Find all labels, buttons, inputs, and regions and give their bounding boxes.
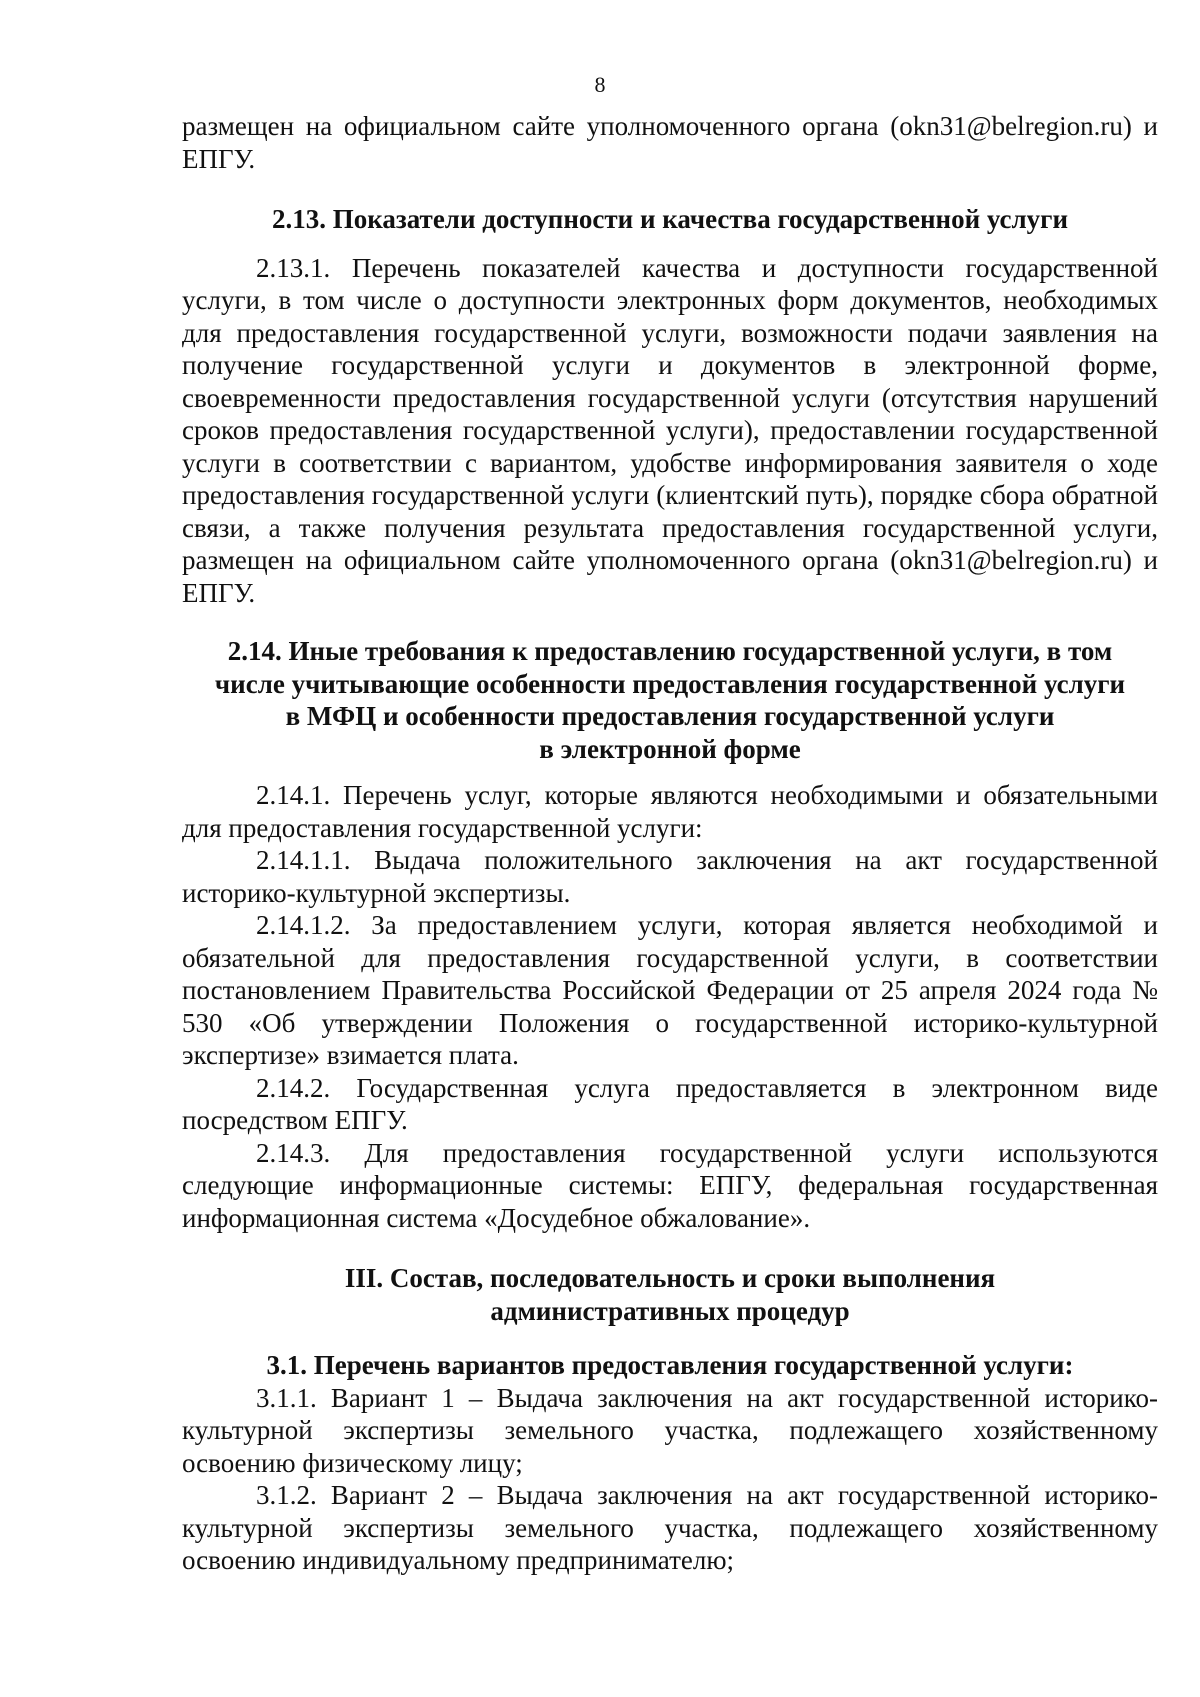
heading-line: административных процедур (490, 1295, 850, 1326)
paragraph-2-13-1: 2.13.1. Перечень показателей качества и доступности государственной услуги, в том числе о доступности электронных форм документов, необходимых для предоставления государственной услуги, возможности подачи заявления на получение государственной услуги и документов в электронной форме, своевременности предоставления государственной услуги (отсутствия нарушений сроков предоставления государственной услуги), предоставлении государственной услуги в соответствии с вариантом, удобстве информирования заявителя о ходе предоставления государственной услуги (клиентский путь), порядке сбора обратной связи, а также получения результата предоставления государственной услуги, размещен на официальном сайте уполномоченного органа (okn31@belregion.ru) и ЕПГУ. (182, 252, 1158, 608)
section-heading-3-1: 3.1. Перечень вариантов предоставления государственной услуги: (266, 1350, 1074, 1380)
paragraph-2-14-3: 2.14.3. Для предоставления государственной услуги используются следующие информационные системы: ЕПГУ, федеральная государственная информационная система «Досудебное обжалование». (182, 1137, 1158, 1233)
heading-line: в электронной форме (539, 733, 801, 764)
heading-line: числе учитывающие особенности предоставления государственной услуги (214, 668, 1126, 699)
document-body (182, 110, 1158, 1577)
heading-line: III. Состав, последовательность и сроки выполнения (344, 1263, 996, 1293)
heading-line: 2.14. Иные требования к предоставлению государственной услуги, в том (227, 636, 1113, 666)
paragraph-2-14-1: 2.14.1. Перечень услуг, которые являются необходимыми и обязательными для предоставления государственной услуги: (182, 780, 1158, 843)
paragraph-3-1-1: 3.1.1. Вариант 1 – Выдача заключения на акт государственной историко-культурной экспертизы земельного участка, подлежащего хозяйственному освоению физическому лицу; (182, 1382, 1158, 1478)
chapter-heading-iii (182, 1262, 1158, 1327)
page-number: 8 (594, 72, 606, 97)
paragraph-2-14-1-1: 2.14.1.1. Выдача положительного заключения на акт государственной историко-культурной экспертизы. (182, 845, 1158, 908)
paragraph-2-14-1-2: 2.14.1.2. За предоставлением услуги, которая является необходимой и обязательной для предоставления государственной услуги, в соответствии постановлением Правительства Российской Федерации от 25 апреля 2024 года № 530 «Об утверждении Положения о государственной историко-культурной экспертизе» взимается плата. (182, 910, 1158, 1070)
section-heading-2-14 (182, 635, 1158, 765)
paragraph-2-14-2: 2.14.2. Государственная услуга предоставляется в электронном виде посредством ЕПГУ. (182, 1072, 1158, 1135)
paragraph-continuation: размещен на официальном сайте уполномоченного органа (okn31@belregion.ru) и ЕПГУ. (182, 111, 1158, 174)
paragraph-3-1-2: 3.1.2. Вариант 2 – Выдача заключения на акт государственной историко-культурной экспертизы земельного участка, подлежащего хозяйственному освоению индивидуальному предпринимателю; (182, 1480, 1158, 1575)
heading-line: в МФЦ и особенности предоставления государственной услуги (285, 701, 1055, 731)
section-heading-2-13: 2.13. Показатели доступности и качества государственной услуги (272, 204, 1068, 234)
